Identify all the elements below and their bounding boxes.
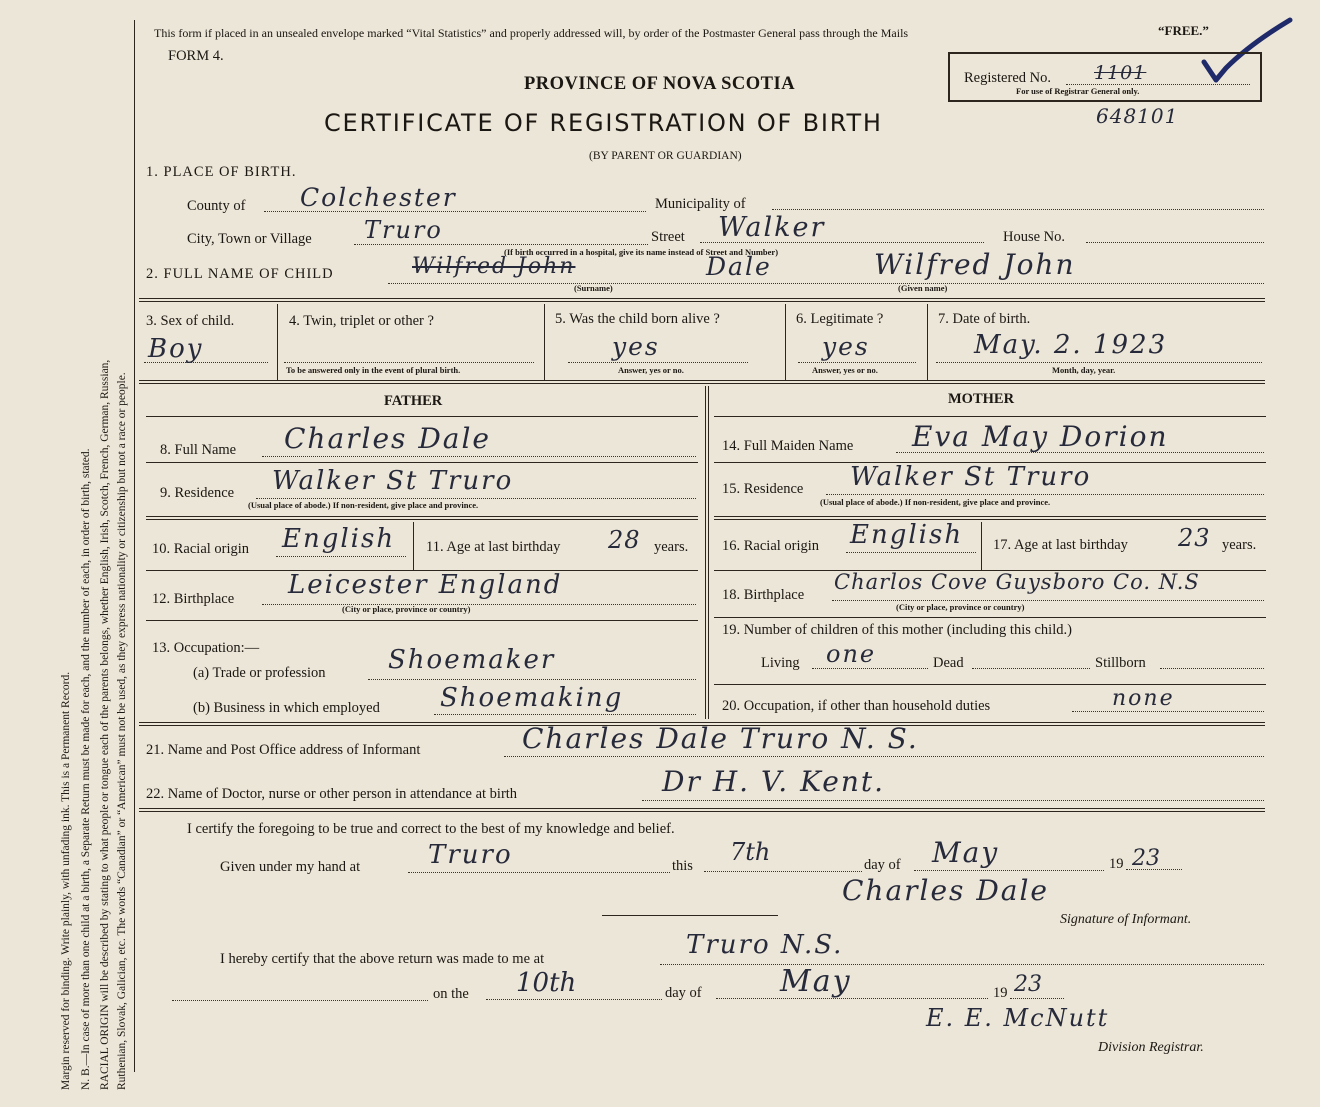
alive-value: yes <box>612 332 660 361</box>
divider-3-4 <box>277 304 278 380</box>
mother-rule-2 <box>714 516 1266 520</box>
alive-label: 5. Was the child born alive ? <box>555 311 720 327</box>
mother-residence-label: 15. Residence <box>722 481 804 497</box>
mother-birthplace-caption: (City or place, province or country) <box>896 602 1025 612</box>
stillborn-line <box>1160 668 1264 669</box>
street-value: Walker <box>718 212 826 243</box>
divider-4-5 <box>544 304 545 380</box>
given-label: Given under my hand at <box>220 859 361 875</box>
mother-years: years. <box>1222 537 1257 553</box>
registered-number: 1101 <box>1094 62 1147 84</box>
margin-line-2: N. B.—In case of more than one child at a birth, a Separate Return must be made for each, and the number of each, in order of birth, stated. <box>80 448 92 1090</box>
twin-note: To be answered only in the event of plural birth. <box>286 365 461 375</box>
registrar-year-prefix: 19 <box>993 985 1008 1001</box>
father-name-line <box>262 456 696 457</box>
mother-heading-rule <box>714 416 1266 417</box>
given-month-line <box>914 870 1104 871</box>
father-rule-1 <box>146 462 698 463</box>
form-number: FORM 4. <box>168 48 224 64</box>
father-age-value: 28 <box>608 526 641 554</box>
mother-rule-5 <box>714 684 1266 685</box>
on-the-label: on the <box>433 986 469 1002</box>
binding-margin-rule <box>134 20 135 1072</box>
business-line <box>434 714 696 715</box>
county-label: County of <box>187 198 246 214</box>
registrar-year-line <box>1010 998 1064 999</box>
this-label: this <box>672 858 693 874</box>
rule-4 <box>139 808 1265 812</box>
informant-label: 21. Name and Post Office address of Informant <box>146 742 421 758</box>
father-race-value: English <box>282 524 396 554</box>
certificate-subtitle: (BY PARENT OR GUARDIAN) <box>589 150 742 162</box>
signature-rule <box>602 915 778 916</box>
mother-race-value: English <box>850 520 964 550</box>
father-age-label: 11. Age at last birthday <box>426 539 561 555</box>
twin-line <box>284 362 534 363</box>
given-year-prefix: 19 <box>1109 856 1124 872</box>
rule-1 <box>139 298 1265 302</box>
trade-line <box>368 679 696 680</box>
registered-label: Registered No. <box>964 70 1051 86</box>
given-name-caption: (Given name) <box>898 283 948 293</box>
mother-residence-line <box>826 494 1264 495</box>
father-name-label: 8. Full Name <box>160 442 237 458</box>
dead-line <box>972 668 1090 669</box>
child-surname: Dale <box>706 252 772 281</box>
given-month: May <box>932 836 1000 869</box>
dob-line <box>936 362 1262 363</box>
father-rule-4 <box>146 620 698 621</box>
business-label: (b) Business in which employed <box>193 700 380 716</box>
child-given-name: Wilfred John <box>874 248 1076 281</box>
mother-birthplace-value: Charlos Cove Guysboro Co. N.S <box>834 570 1200 594</box>
registrar-day-line <box>486 999 662 1000</box>
father-abode-note: (Usual place of abode.) If non-resident, give place and province. <box>248 500 479 510</box>
mother-heading: MOTHER <box>948 391 1015 407</box>
registrar-day: 10th <box>516 968 577 998</box>
mother-rule-4 <box>714 617 1266 618</box>
house-line <box>1086 242 1264 243</box>
registrar-signature: E. E. McNutt <box>926 1004 1110 1032</box>
living-label: Living <box>761 655 800 671</box>
given-day-line <box>704 871 862 872</box>
trade-value: Shoemaker <box>388 645 556 675</box>
father-rule-2 <box>146 516 698 520</box>
mother-name-value: Eva May Dorion <box>912 420 1169 453</box>
registrar-lead-line <box>172 1000 428 1001</box>
sex-label: 3. Sex of child. <box>146 313 235 329</box>
registrar-year: 23 <box>1014 972 1042 997</box>
father-residence-label: 9. Residence <box>160 485 235 501</box>
mother-occupation-label: 20. Occupation, if other than household duties <box>722 698 991 714</box>
father-birthplace-line <box>262 604 696 605</box>
informant-signature: Charles Dale <box>842 874 1049 907</box>
city-line <box>354 244 648 245</box>
city-value: Truro <box>364 216 443 244</box>
trade-label: (a) Trade or profession <box>193 665 326 681</box>
registrar-day-of-label: day of <box>665 985 702 1001</box>
father-heading-rule <box>146 416 698 417</box>
parent-divider <box>705 386 709 719</box>
mother-occupation-line <box>1072 711 1264 712</box>
divider-5-6 <box>785 304 786 380</box>
children-label: 19. Number of children of this mother (including this child.) <box>722 622 1072 638</box>
struck-name: Wilfred John <box>412 254 576 279</box>
mother-race-divider <box>981 522 982 570</box>
father-residence-line <box>256 498 696 499</box>
registered-line <box>1066 84 1250 85</box>
alive-line <box>568 362 748 363</box>
signature-caption: Signature of Informant. <box>1060 912 1192 927</box>
dob-label: 7. Date of birth. <box>938 311 1031 327</box>
mother-abode-note: (Usual place of abode.) If non-resident, give place and province. <box>820 497 1051 507</box>
father-birthplace-label: 12. Birthplace <box>152 591 235 607</box>
province-heading: PROVINCE OF NOVA SCOTIA <box>524 74 796 94</box>
dob-value: May. 2. 1923 <box>974 330 1168 360</box>
mother-age-value: 23 <box>1178 524 1211 552</box>
certificate-title: CERTIFICATE OF REGISTRATION OF BIRTH <box>324 109 883 137</box>
father-name-value: Charles Dale <box>284 422 491 455</box>
rule-2 <box>139 380 1265 384</box>
margin-line-4: Ruthenian, Slovak, Galician, etc. The words “Canadian” or “American” must not be used, as they express nationality or citizenship but not a race or people. <box>116 372 128 1090</box>
dob-caption: Month, day, year. <box>1052 365 1116 375</box>
doctor-line <box>642 800 1264 801</box>
divider-6-7 <box>927 304 928 380</box>
certify-text: I certify the foregoing to be true and correct to the best of my knowledge and belief. <box>187 821 675 837</box>
registrar-place: Truro N.S. <box>686 930 844 960</box>
house-label: House No. <box>1003 229 1066 245</box>
day-of-label: day of <box>864 857 901 873</box>
father-residence-value: Walker St Truro <box>272 466 514 496</box>
legitimate-line <box>798 362 916 363</box>
registrar-place-line <box>660 964 1264 965</box>
legitimate-label: 6. Legitimate ? <box>796 311 884 327</box>
registrar-month: May <box>780 964 852 999</box>
registrar-text: I hereby certify that the above return was made to me at <box>220 951 545 967</box>
father-birthplace-caption: (City or place, province or country) <box>342 604 471 614</box>
child-name-line <box>388 283 1264 284</box>
father-race-divider <box>413 522 414 570</box>
registrar-note: For use of Registrar General only. <box>1016 86 1140 96</box>
given-place-line <box>408 872 670 873</box>
municipality-line <box>772 209 1264 210</box>
mother-birthplace-label: 18. Birthplace <box>722 587 805 603</box>
informant-value: Charles Dale Truro N. S. <box>522 722 919 755</box>
mother-birthplace-line <box>832 600 1264 601</box>
place-heading: 1. PLACE OF BIRTH. <box>146 164 297 180</box>
legitimate-value: yes <box>822 332 870 361</box>
living-line <box>812 668 928 669</box>
mother-race-line <box>846 552 976 553</box>
stillborn-label: Stillborn <box>1095 655 1146 671</box>
child-name-label: 2. FULL NAME OF CHILD <box>146 266 334 282</box>
municipality-label: Municipality of <box>655 196 746 212</box>
father-years: years. <box>654 539 689 555</box>
mother-residence-value: Walker St Truro <box>850 462 1092 492</box>
living-value: one <box>826 640 877 668</box>
mother-race-label: 16. Racial origin <box>722 538 820 554</box>
given-place: Truro <box>428 840 513 870</box>
surname-caption: (Surname) <box>574 283 613 293</box>
handwritten-number: 648101 <box>1096 104 1179 128</box>
father-birthplace-value: Leicester England <box>288 570 563 600</box>
mother-age-label: 17. Age at last birthday <box>993 537 1128 553</box>
father-race-line <box>276 556 406 557</box>
city-label: City, Town or Village <box>187 231 312 247</box>
registrar-caption: Division Registrar. <box>1098 1040 1204 1055</box>
mail-notice: This form if placed in an unsealed envelope marked “Vital Statistics” and properly addressed will, by order of the Postmaster General pass through the Mails <box>154 26 909 40</box>
given-day: 7th <box>730 838 771 866</box>
father-occupation-label: 13. Occupation:— <box>152 640 260 656</box>
twin-label: 4. Twin, triplet or other ? <box>289 313 434 329</box>
street-label: Street <box>651 229 685 245</box>
registrar-month-line <box>716 998 988 999</box>
father-heading: FATHER <box>384 393 443 409</box>
informant-line <box>504 756 1264 757</box>
mother-name-label: 14. Full Maiden Name <box>722 438 854 454</box>
given-year: 23 <box>1132 846 1160 871</box>
alive-caption: Answer, yes or no. <box>618 365 684 375</box>
father-race-label: 10. Racial origin <box>152 541 250 557</box>
legitimate-caption: Answer, yes or no. <box>812 365 878 375</box>
sex-value: Boy <box>148 334 204 364</box>
margin-line-3: RACIAL ORIGIN will be described by stating to what people or tongue each of the parents belongs, whether English, Irish, Scotch, French, German, Russian, <box>99 359 111 1090</box>
margin-line-1: Margin reserved for binding. Write plainly, with unfading ink. This is a Permanent Record. <box>60 671 72 1090</box>
free-notice: “FREE.” <box>1158 23 1209 38</box>
doctor-label: 22. Name of Doctor, nurse or other person in attendance at birth <box>146 786 518 802</box>
doctor-value: Dr H. V. Kent. <box>662 765 886 798</box>
hospital-note: (If birth occurred in a hospital, give its name instead of Street and Number) <box>504 247 779 257</box>
dead-label: Dead <box>933 655 964 671</box>
mother-occupation-value: none <box>1112 686 1175 711</box>
business-value: Shoemaking <box>440 683 624 713</box>
county-value: Colchester <box>300 183 457 212</box>
